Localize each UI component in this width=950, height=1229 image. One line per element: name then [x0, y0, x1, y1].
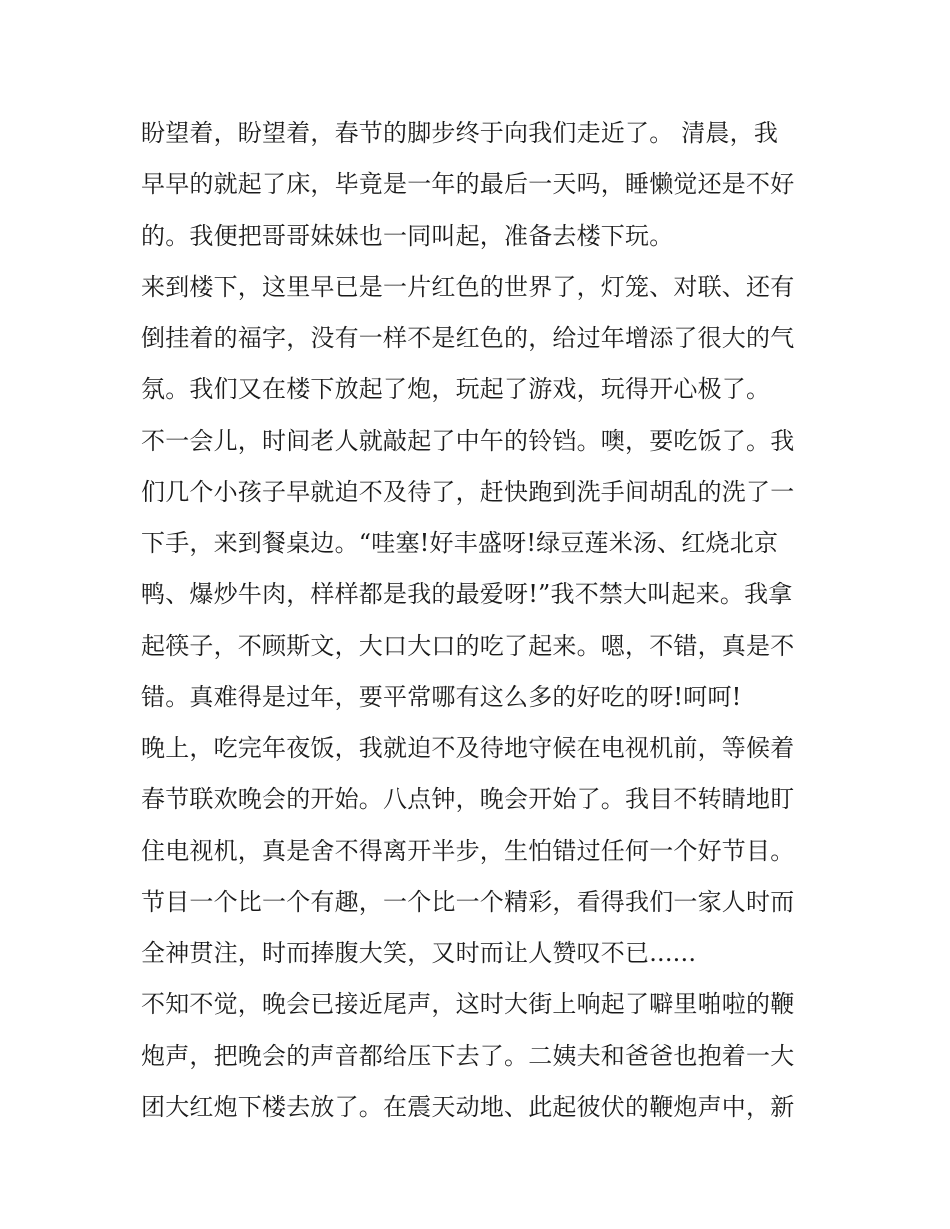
text-line: 氛。我们又在楼下放起了炮，玩起了游戏，玩得开心极了。	[141, 375, 771, 404]
text-line: 错。真难得是过年，要平常哪有这么多的好吃的呀!呵呵!	[141, 682, 742, 711]
essay-text	[141, 108, 821, 1133]
text-line: 炮声，把晚会的声音都给压下去了。二姨夫和爸爸也抱着一大	[141, 1041, 795, 1070]
text-line: 起筷子，不顾斯文，大口大口的吃了起来。嗯，不错，真是不	[141, 631, 795, 660]
text-line: 不一会儿，时间老人就敲起了中午的铃铛。噢，要吃饭了。我	[141, 426, 795, 455]
text-line: 盼望着，盼望着，春节的脚步终于向我们走近了。 清晨，我	[141, 119, 779, 147]
text-line: 不知不觉，晚会已接近尾声，这时大街上响起了噼里啪啦的鞭	[141, 990, 795, 1019]
text-line: 住电视机，真是舍不得离开半步，生怕错过任何一个好节目。	[141, 836, 795, 865]
text-line: 的。我便把哥哥妹妹也一同叫起，准备去楼下玩。	[141, 221, 674, 250]
text-line: 全神贯注，时而捧腹大笑，又时而让人赞叹不已......	[141, 939, 697, 967]
text-line: 团大红炮下楼去放了。在震天动地、此起彼伏的鞭炮声中，新	[141, 1092, 795, 1121]
text-line: 们几个小孩子早就迫不及待了，赶快跑到洗手间胡乱的洗了一	[141, 477, 795, 506]
text-line: 早早的就起了床，毕竟是一年的最后一天吗，睡懒觉还是不好	[141, 170, 795, 199]
text-line: 来到楼下，这里早已是一片红色的世界了，灯笼、对联、还有	[141, 272, 795, 301]
text-line: 倒挂着的福字，没有一样不是红色的，给过年增添了很大的气	[141, 324, 795, 352]
text-line: 下手，来到餐桌边。“哇塞!好丰盛呀!绿豆莲米汤、红烧北京	[141, 529, 779, 557]
text-line: 鸭、爆炒牛肉，样样都是我的最爱呀!”我不禁大叫起来。我拿	[141, 580, 793, 609]
text-line: 晚上，吃完年夜饭，我就迫不及待地守候在电视机前，等候着	[141, 734, 795, 762]
text-line: 春节联欢晚会的开始。八点钟，晚会开始了。我目不转睛地盯	[141, 785, 795, 814]
text-line: 节目一个比一个有趣，一个比一个精彩，看得我们一家人时而	[141, 887, 795, 916]
